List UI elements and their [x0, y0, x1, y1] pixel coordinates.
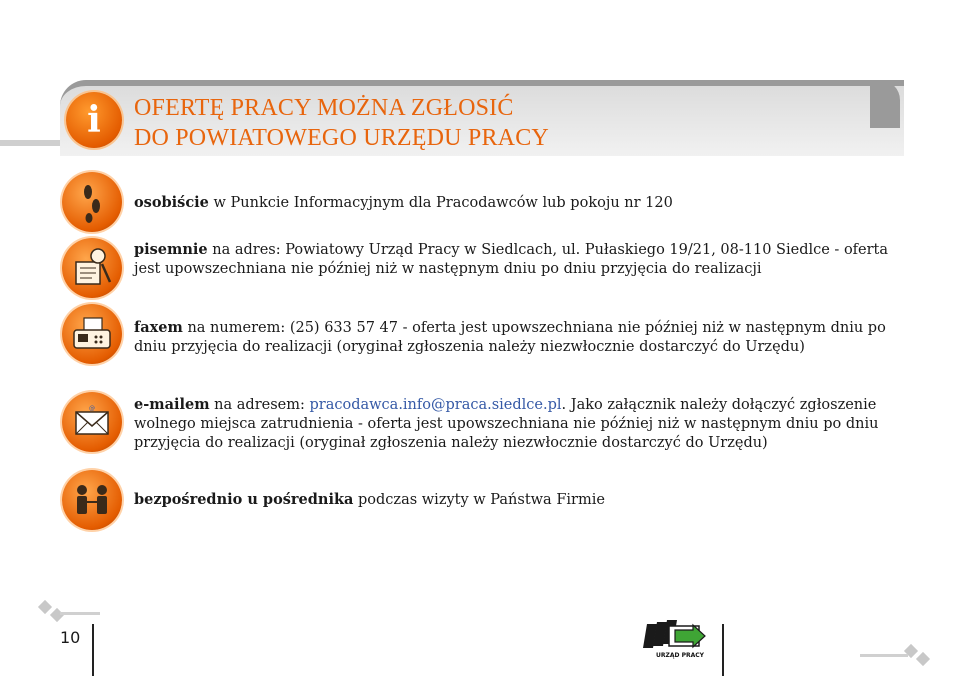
list-item: [134, 193, 904, 213]
item-3-bold: faxem: [134, 319, 183, 336]
letter-writing-icon: [62, 238, 122, 298]
footer-diamond: [38, 600, 52, 614]
header-band-end: [870, 80, 900, 128]
urzad-pracy-logo-icon: [643, 614, 717, 662]
svg-text:@: @: [89, 405, 95, 412]
header-band-left: [0, 140, 60, 146]
title-line-1: OFERTĘ PRACY MOŻNA ZGŁOSIĆ: [134, 95, 514, 121]
footer-diamond: [916, 652, 930, 666]
list-item: [134, 490, 904, 510]
footer-divider: [92, 624, 94, 676]
list-item: [134, 318, 904, 357]
list-item: [134, 395, 904, 453]
item-5-text: podczas wizyty w Państwa Firmie: [353, 492, 605, 508]
item-4-bold: e-mailem: [134, 396, 210, 413]
footer-divider: [722, 624, 724, 676]
list-item: [134, 240, 904, 279]
email-link[interactable]: pracodawca.info@praca.siedlce.pl: [309, 397, 562, 413]
item-3-text: na numerem: (25) 633 57 47 - oferta jest upowszechniana nie później niż w następnym dniu po dniu przyjęcia do realizacji (oryginał zgłoszenia należy niezwłocznie dostarczyć do Urzędu): [134, 320, 886, 355]
item-2-text: na adres: Powiatowy Urząd Pracy w Siedlcach, ul. Pułaskiego 19/21, 08-110 Siedlce - oferta jest upowszechniana nie później niż w następnym dniu po dniu przyjęcia do realizacji: [134, 242, 889, 277]
footsteps-icon: [62, 172, 122, 232]
footer-line: [860, 654, 908, 657]
logo-text: URZĄD PRACY: [656, 652, 704, 659]
item-2-bold: pisemnie: [134, 241, 208, 258]
item-4-pre: na adresem:: [209, 397, 310, 413]
footer-line: [60, 612, 100, 615]
page-title: [134, 93, 549, 153]
item-5-bold: bezpośrednio u pośrednika: [134, 491, 354, 508]
item-4-text: . Jako załącznik należy dołączyć zgłoszenie wolnego miejsca zatrudnienia - oferta jest upowszechniana nie później niż w następnym dniu po dniu przyjęcia do realizacji (oryginał zgłoszenia należy niezwłocznie dostarczyć do Urzędu): [134, 397, 879, 451]
page-number: 10: [60, 628, 81, 647]
people-meeting-icon: [62, 470, 122, 530]
title-line-2: DO POWIATOWEGO URZĘDU PRACY: [134, 125, 549, 151]
item-1-bold: osobiście: [134, 194, 209, 211]
info-icon: i: [66, 92, 122, 148]
item-1-text: w Punkcie Informacyjnym dla Pracodawców lub pokoju nr 120: [208, 195, 673, 211]
footer-diamond: [50, 608, 64, 622]
fax-machine-icon: [62, 304, 122, 364]
email-envelope-icon: [62, 392, 122, 452]
